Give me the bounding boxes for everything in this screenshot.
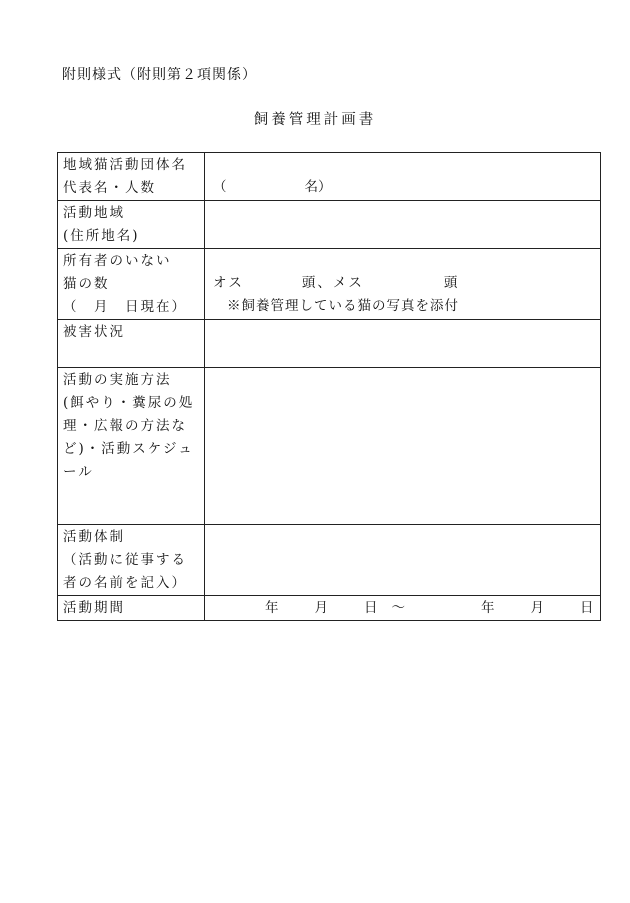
label-line: (住所地名) — [63, 228, 140, 244]
value-structure[interactable] — [205, 525, 601, 596]
end-day-unit: 日 — [580, 599, 594, 616]
row-method — [58, 368, 601, 525]
value-damage[interactable] — [205, 320, 601, 368]
end-year-unit: 年 — [481, 599, 495, 616]
end-month-unit: 月 — [530, 599, 544, 616]
label-period — [58, 596, 205, 621]
label-activity-area — [58, 201, 205, 249]
label-line: (餌やり・糞尿の処 — [63, 395, 195, 411]
label-line: 代表名・人数 — [63, 180, 156, 196]
row-group-name — [58, 153, 601, 201]
range-tilde: 〜 — [391, 599, 405, 616]
label-line: （活動に従事する — [63, 552, 187, 568]
label-line: （ 月 日現在） — [63, 299, 187, 315]
label-damage — [58, 320, 205, 368]
start-month-unit: 月 — [314, 599, 328, 616]
male-label: オス — [213, 275, 244, 291]
value-cat-count[interactable] — [205, 249, 601, 320]
label-line: 者の名前を記入） — [63, 575, 187, 591]
paren-open: （ — [213, 179, 227, 195]
row-period — [58, 596, 601, 621]
plan-form-table — [57, 152, 601, 621]
label-line: ど)・活動スケジュ — [63, 441, 194, 457]
label-line: 地域猫活動団体名 — [63, 157, 187, 173]
value-period[interactable] — [205, 596, 601, 621]
label-line: 所有者のいない — [63, 253, 172, 269]
member-count-suffix: 名） — [304, 179, 332, 195]
value-activity-area[interactable] — [205, 201, 601, 249]
row-structure — [58, 525, 601, 596]
start-day-unit: 日 — [364, 599, 378, 616]
label-line: 活動の実施方法 — [63, 372, 172, 388]
document-title: 飼養管理計画書 — [253, 112, 377, 128]
label-line: 活動期間 — [63, 600, 125, 616]
label-line: 猫の数 — [63, 276, 110, 292]
value-method[interactable] — [205, 368, 601, 525]
female-unit: 頭 — [443, 275, 460, 291]
label-line: 理・広報の方法な — [63, 418, 187, 434]
label-line: 被害状況 — [63, 324, 125, 340]
row-damage — [58, 320, 601, 368]
male-unit: 頭、メス — [301, 275, 364, 291]
label-line: 活動地域 — [63, 205, 125, 221]
row-cat-count — [58, 249, 601, 320]
row-activity-area — [58, 201, 601, 249]
label-group-name — [58, 153, 205, 201]
start-year-unit: 年 — [265, 599, 279, 616]
appendix-heading: 附則様式（附則第２項関係） — [62, 67, 257, 83]
label-line: ール — [63, 464, 94, 480]
photo-note: ※飼養管理している猫の写真を添付 — [227, 298, 459, 314]
value-group-name[interactable] — [205, 153, 601, 201]
label-line: 活動体制 — [63, 529, 125, 545]
label-cat-count — [58, 249, 205, 320]
label-structure — [58, 525, 205, 596]
label-method — [58, 368, 205, 525]
